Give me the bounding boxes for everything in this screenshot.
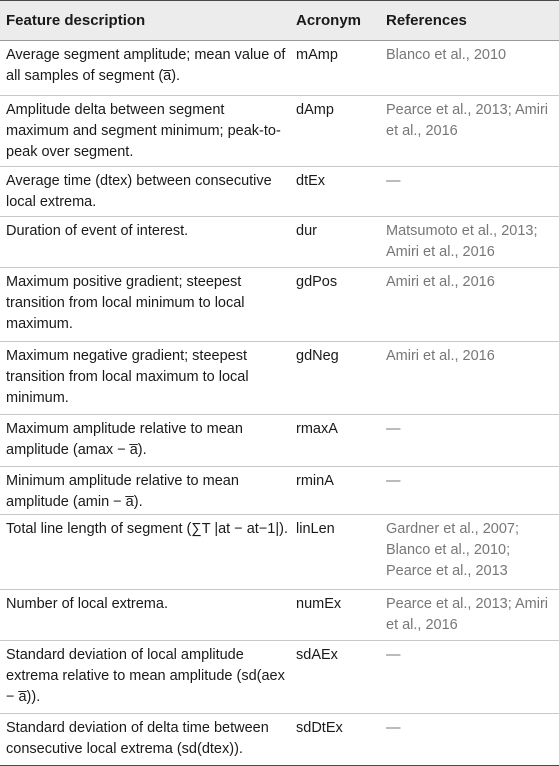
- row-references: —: [386, 720, 401, 736]
- table-row: [0, 217, 559, 268]
- row-references: Gardner et al., 2007; Blanco et al., 2010; Pearce et al., 2013: [386, 521, 519, 579]
- row-description: Maximum positive gradient; steepest transition from local minimum to local maximum.: [6, 274, 245, 332]
- row-description: Average time (dtex) between consecutive local extrema.: [6, 173, 272, 210]
- row-references: Amiri et al., 2016: [386, 348, 495, 364]
- row-references: Pearce et al., 2013; Amiri et al., 2016: [386, 102, 548, 139]
- row-references: Amiri et al., 2016: [386, 274, 495, 290]
- row-references: —: [386, 421, 401, 437]
- row-acronym: gdNeg: [296, 348, 339, 364]
- table-row: [0, 41, 559, 96]
- row-acronym: numEx: [296, 596, 342, 612]
- row-references: Pearce et al., 2013; Amiri et al., 2016: [386, 596, 548, 633]
- row-acronym: sdAEx: [296, 647, 338, 663]
- row-description: Standard deviation of local amplitude extrema relative to mean amplitude (sd(aex − a̅)).: [6, 647, 285, 705]
- row-references: Matsumoto et al., 2013; Amiri et al., 2016: [386, 223, 538, 260]
- header-acronym: Acronym: [296, 12, 362, 29]
- row-references: —: [386, 473, 401, 489]
- row-references: Blanco et al., 2010: [386, 47, 507, 63]
- row-acronym: dur: [296, 223, 317, 239]
- table-row: [0, 415, 559, 467]
- table-row: [0, 590, 559, 641]
- table-row: [0, 467, 559, 515]
- table-header: [0, 0, 559, 41]
- row-acronym: rminA: [296, 473, 334, 489]
- row-description: Total line length of segment (∑T |at − at−1|).: [6, 521, 288, 537]
- table-row: [0, 342, 559, 415]
- header-references: References: [386, 12, 467, 29]
- row-acronym: linLen: [296, 521, 335, 537]
- row-description: Number of local extrema.: [6, 596, 168, 612]
- row-description: Maximum amplitude relative to mean amplitude (amax − a̅).: [6, 421, 243, 458]
- table-row: [0, 167, 559, 217]
- header-feature-description: Feature description: [6, 12, 146, 29]
- row-references: —: [386, 173, 401, 189]
- row-references: —: [386, 647, 401, 663]
- row-description: Amplitude delta between segment maximum and segment minimum; peak-to-peak over segment.: [6, 102, 281, 160]
- table-row: [0, 714, 559, 766]
- row-description: Duration of event of interest.: [6, 223, 189, 239]
- row-acronym: dAmp: [296, 102, 334, 118]
- row-description: Maximum negative gradient; steepest transition from local maximum to local minimum.: [6, 348, 249, 406]
- row-acronym: sdDtEx: [296, 720, 343, 736]
- table-row: [0, 96, 559, 167]
- row-acronym: dtEx: [296, 173, 326, 189]
- row-acronym: mAmp: [296, 47, 338, 63]
- row-acronym: rmaxA: [296, 421, 338, 437]
- row-acronym: gdPos: [296, 274, 338, 290]
- row-description: Average segment amplitude; mean value of all samples of segment (a̅).: [6, 47, 286, 84]
- row-description: Standard deviation of delta time between consecutive local extrema (sd(dtex)).: [6, 720, 269, 757]
- table-row: [0, 268, 559, 342]
- row-description: Minimum amplitude relative to mean amplitude (amin − a̅).: [6, 473, 239, 510]
- table-row: [0, 641, 559, 714]
- table-row: [0, 515, 559, 590]
